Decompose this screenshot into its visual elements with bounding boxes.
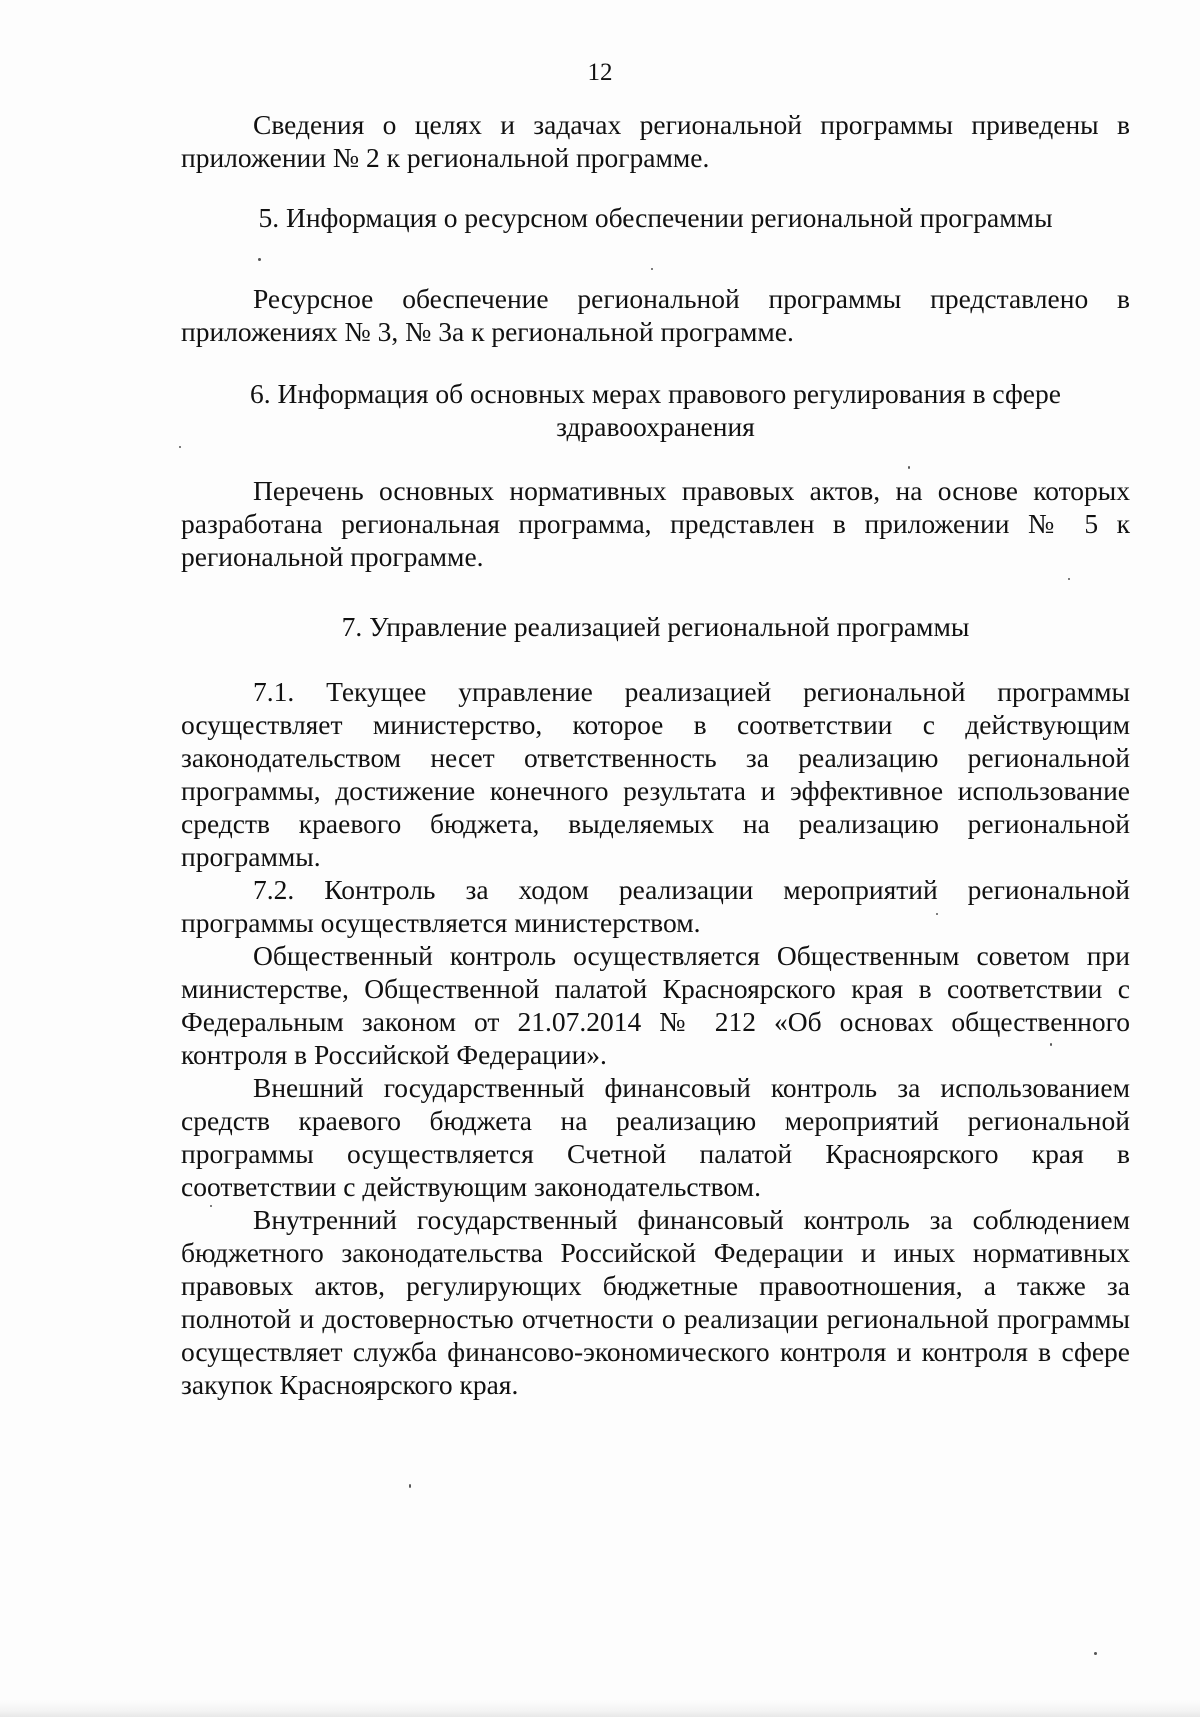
paragraph-7-1: 7.1. Текущее управление реализацией региональной программы осуществляет министерство, которое в соответствии с действующим законодательством несет ответственность за реализацию региональной программы, достижение конечного результата и эффективное использование средств краевого бюджета, выделяемых на реализацию региональной программы. bbox=[181, 676, 1130, 872]
heading-section-5: 5. Информация о ресурсном обеспечении региональной программы bbox=[258, 202, 1053, 233]
paragraph-legal-acts: Перечень основных нормативных правовых актов, на основе которых разработана региональная программа, представлен в приложении № 5 к региональной программе. bbox=[181, 475, 1130, 572]
paragraph-internal-control: Внутренний государственный финансовый контроль за соблюдением бюджетного законодательства Российской Федерации и иных нормативных правовых актов, регулирующих бюджетные правоотношения, а также за полнотой и достоверностью отчетности о реализации региональной программы осуществляет служба финансово-экономического контроля и контроля в сфере закупок Красноярского края. bbox=[181, 1204, 1130, 1400]
scan-speck bbox=[210, 1205, 212, 1207]
heading-section-6-line-2: здравоохранения bbox=[556, 411, 755, 442]
scan-speck bbox=[1068, 578, 1070, 580]
scan-edge bbox=[0, 1700, 1200, 1717]
heading-section-6-line-1: 6. Информация об основных мерах правового регулирования в сфере bbox=[250, 378, 1061, 409]
paragraph-goals: Сведения о целях и задачах региональной программы приведены в приложении № 2 к региональной программе. bbox=[181, 109, 1130, 173]
scan-speck bbox=[409, 1484, 411, 1488]
scan-speck bbox=[651, 268, 653, 270]
scan-speck bbox=[179, 446, 181, 448]
scan-speck bbox=[1094, 1652, 1097, 1655]
paragraph-external-control: Внешний государственный финансовый контроль за использованием средств краевого бюджета на реализацию мероприятий региональной программы осуществляется Счетной палатой Красноярского края в соответствии с действующим законодательством. bbox=[181, 1072, 1130, 1202]
paragraph-7-2: 7.2. Контроль за ходом реализации мероприятий региональной программы осуществляется министерством. bbox=[181, 874, 1130, 938]
scan-speck bbox=[1050, 1043, 1052, 1046]
paragraph-resources: Ресурсное обеспечение региональной программы представлено в приложениях № 3, № 3а к региональной программе. bbox=[181, 283, 1130, 347]
page-number: 12 bbox=[587, 59, 613, 86]
paragraph-public-control: Общественный контроль осуществляется Общественным советом при министерстве, Общественной палатой Красноярского края в соответствии с Федеральным законом от 21.07.2014 № 212 «Об основах общественного контроля в Российской Федерации». bbox=[181, 940, 1130, 1070]
scan-speck bbox=[908, 466, 910, 469]
scan-speck bbox=[258, 258, 261, 261]
heading-section-7: 7. Управление реализацией региональной программы bbox=[341, 611, 970, 642]
scan-speck bbox=[936, 913, 938, 915]
